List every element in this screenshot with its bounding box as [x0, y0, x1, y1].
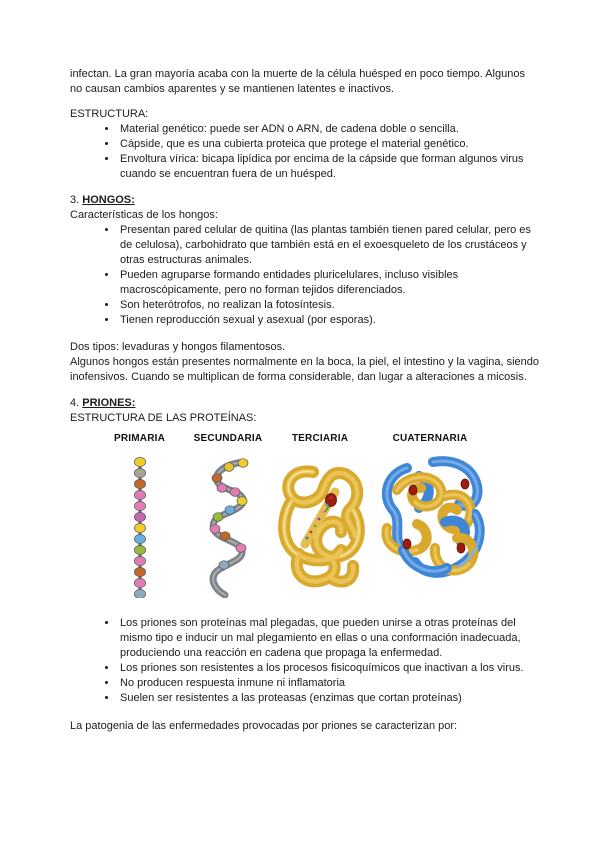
- figure-label: TERCIARIA: [291, 433, 349, 444]
- figure-label: PRIMARIA: [113, 433, 166, 444]
- bullet-item: • Presentan pared celular de quitina (las plantas también tienen pared celular, pero es de celulosa), carbohidrato que también está en el exoesqueleto de los crustáceos y otras estructuras animales.: [118, 223, 540, 268]
- section-number: 3.: [70, 194, 80, 206]
- section-title: PRIONES:: [82, 397, 136, 409]
- bullet-item: • Los priones son proteínas mal plegadas, que pueden unirse a otras proteínas del mismo tipo e inducir un mal plegamiento en ellas o una conformación inadecuada, produciendo una reacción en cadena que propaga la enfermedad.: [118, 616, 540, 661]
- priones-closing-line: La patogenia de las enfermedades provocadas por priones se caracterizan por:: [70, 720, 458, 732]
- tertiary-structure-illustration: [275, 456, 365, 596]
- section-number: 4.: [70, 397, 80, 409]
- bullet-item: • Suelen ser resistentes a las proteasas (enzimas que cortan proteínas): [118, 691, 540, 706]
- hongos-paragraph: Algunos hongos están presentes normalmente en la boca, la piel, el intestino y la vagina, siendo inofensivos. Cuando se multiplican de forma considerable, dan lugar a alteraciones a micosis.: [70, 356, 540, 383]
- bullet-item: • Los priones son resistentes a los procesos fisicoquímicos que inactivan a los virus.: [118, 661, 540, 676]
- section-heading-hongos: [70, 193, 540, 208]
- hongos-tipos-line: Dos tipos: levaduras y hongos filamentosos.: [70, 341, 286, 353]
- section-heading-priones: [70, 396, 540, 411]
- hongos-subtitle: Características de los hongos:: [70, 209, 218, 221]
- priones-subtitle: ESTRUCTURA DE LAS PROTEÍNAS:: [70, 412, 257, 424]
- bullet-item: • Pueden agruparse formando entidades pluricelulares, incluso visibles macroscópicamente, pero no forman tejidos diferenciados.: [118, 268, 540, 298]
- bullet-item: • Cápside, que es una cubierta proteica que protege el material genético.: [118, 137, 540, 152]
- figure-column-terciaria: [262, 432, 378, 596]
- estructura-heading: ESTRUCTURA:: [70, 108, 149, 120]
- figure-column-cuaternaria: [372, 432, 488, 592]
- protein-structures-figure: [70, 432, 540, 616]
- bullet-item: • No producen respuesta inmune ni inflamatoria: [118, 676, 540, 691]
- estructura-list: [70, 122, 540, 182]
- primary-structure-illustration: [118, 456, 162, 598]
- bullet-item: • Tienen reproducción sexual y asexual (por esporas).: [118, 313, 540, 328]
- figure-label: CUATERNARIA: [392, 433, 468, 444]
- figure-label: SECUNDARIA: [193, 433, 263, 444]
- hongos-list: [70, 223, 540, 328]
- priones-list: [70, 616, 540, 706]
- quaternary-structure-illustration: [373, 456, 487, 592]
- bullet-item: • Son heterótrofos, no realizan la fotosíntesis.: [118, 298, 540, 313]
- intro-paragraph: infectan. La gran mayoría acaba con la muerte de la célula huésped en poco tiempo. Algunos no causan cambios aparentes y se mantienen latentes e inactivos.: [70, 68, 525, 95]
- secondary-structure-illustration: [198, 456, 258, 598]
- bullet-item: • Envoltura vírica: bicapa lipídica por encima de la cápside que forman algunos virus cuando se encuentran fuera de un huésped.: [118, 152, 540, 182]
- section-title: HONGOS:: [82, 194, 135, 206]
- heme-group: [325, 494, 337, 513]
- bullet-item: • Material genético: puede ser ADN o ARN, de cadena doble o sencilla.: [118, 122, 540, 137]
